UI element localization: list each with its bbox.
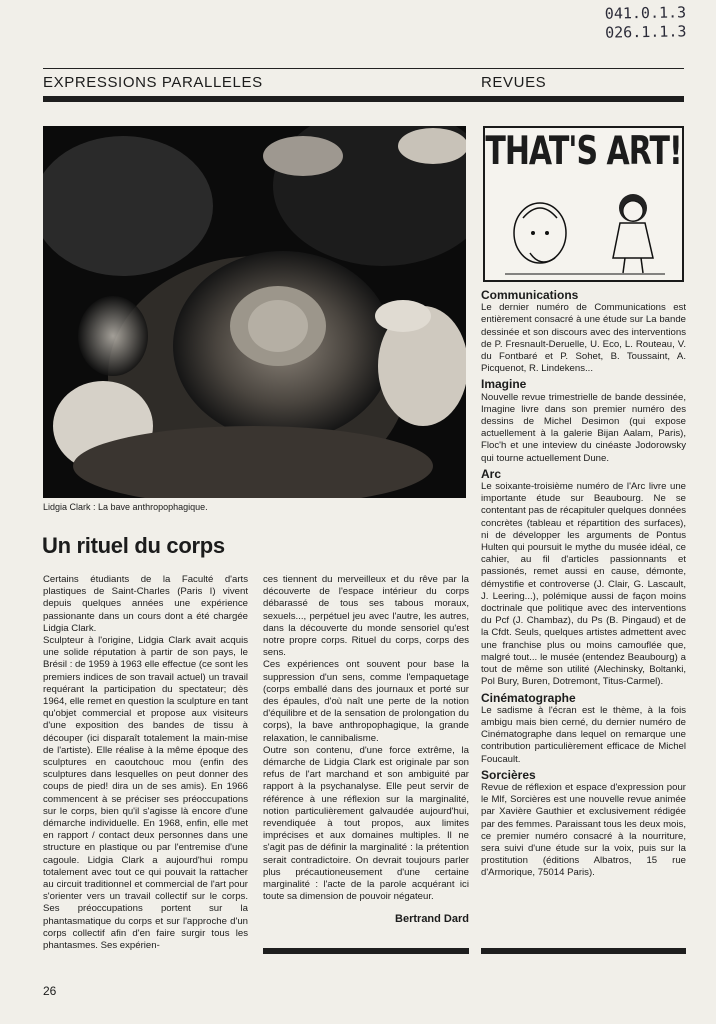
archive-code-2: 026.1.1.3 bbox=[604, 22, 687, 42]
article-title: Un rituel du corps bbox=[42, 533, 225, 558]
cartoon-drawing bbox=[485, 178, 682, 278]
footer-rule-right bbox=[481, 948, 686, 954]
header-top-rule bbox=[43, 68, 684, 69]
article-paragraph: ces tiennent du merveilleux et du rêve par la découverte de l'espace intérieur du corps débarassé de tous ses tabous moraux, sexuels..., perpétuel jeu avec l'autre, les autres, dans la découverte du monde sensoriel qu'est notre propre corps. Rituel du corps, corps des sens. bbox=[263, 574, 469, 659]
footer-rule-mid bbox=[263, 948, 469, 954]
revue-title: Arc bbox=[481, 466, 502, 481]
article-photo bbox=[43, 126, 466, 498]
revue-title: Imagine bbox=[481, 377, 527, 392]
header-bottom-rule bbox=[43, 96, 684, 102]
page-number: 26 bbox=[43, 984, 57, 998]
cartoon-title: THAT'S ART! bbox=[485, 128, 682, 175]
revue-text: Le dernier numéro de Communications est entièrement consacré à une étude sur La bande dessinée et son discours avec des interventions de P. Fresnault-Deruelle, U. Eco, L. Routeau, V. du Fontbaré et P. Sohet, B. Toussaint, A. Picquenot, R. Lindekens... bbox=[481, 302, 686, 375]
revue-text: Nouvelle revue trimestrielle de bande dessinée, Imagine livre dans son premier numéro des dessins de Michel Desimon (qui expose actuellement à la galerie Bijan Aalam, Paris), Floc'h et une inteview du cinéaste Jodorowsky qui tourne actuellement Dune. bbox=[481, 391, 686, 464]
article-paragraph: Sculpteur à l'origine, Lidgia Clark avait acquis une solide réputation à partir de son pays, le Brésil : de 1959 à 1963 elle effectue (ce sont les premiers indices de son travail actuel) un travail requérant la participation du spectateur; dès 1964, elle remet en question la sculpture en tant qu'objet commercial et propose aux visiteurs d'une exposition des bandes de tissu à découper (ici disparaît totalement la main-mise de l'artiste). Elle réalise à la même époque des sculptures en caoutchouc mou (enfin des sculptures dans lesquelles on peut donner des coups de pied! dira un de ses amis). En 1966 commencent à se préciser ses préoccupations sur le corps, bien qu'il s'agisse là encore d'une démarche individuelle. En 1968, enfin, elle met en rapport / contact deux personnes dans une structure en plastique ou par l'entremise d'une cagoule. Lidgia Clark a aujourd'hui rompu totalement avec tout ce qui pouvait la rattacher au circuit traditionnel et commercial de l'art pour s'orienter vers un travail collectif sur le corps. Ses préoccupations portent sur la phantasmatique du corps et sur l'approche d'un corps collectif afin d'en faire surgir tous les phantasmes. Ses expérien- bbox=[43, 635, 248, 952]
archive-code-stamp bbox=[604, 3, 686, 42]
article-paragraph: Certains étudiants de la Faculté d'arts plastiques de Saint-Charles (Paris I) vivent depuis quelques années une expérience passionante dans un cours dont a été chargée Lidgia Clark. bbox=[43, 574, 248, 634]
revue-title: Cinématographe bbox=[481, 690, 576, 705]
revue-text: Le soixante-troisième numéro de l'Arc livre une importante étude sur Beaubourg. Ne se contentant pas de récapituler quelques données concrètes (tableau et répartition des surfaces), ni de développer les arguments de Pontus Hulten qui poursuit le mythe du musée idéal, ce cahier, au fil d'articles passionnants et passionés, remet aussi en cause, démonte, démystifie et controverse (J. Clair, G. Lascault, J. Leering...), polémique aussi de façon moins doctrinale que politique avec des interventions du Pcf (J. Chambaz), du Ps (B. Pingaud) et de la Cfdt. Seuls, quelques artistes admettent avec une franchise plus ou moins camouflée que, malgré tout... le musée (entendez Beaubourg) a tout de même son utilité (Alechinsky, Boltanki, Pol Bury, Buren, Dotremont, Titus-Carmel). bbox=[481, 481, 686, 688]
article-signature: Bertrand Dard bbox=[395, 913, 469, 926]
revue-text: Le sadisme à l'écran est le thème, à la fois ambigu mais bien cerné, du dernier numéro de Cinématographe dans lequel on remarque une contribution particulièrement efficace de Michel Foucault. bbox=[481, 704, 686, 765]
revue-text: Revue de réflexion et espace d'expression pour le Mlf, Sorcières est une nouvelle revue animée par Xavière Gauthier et exclusivement rédigée par des femmes. Paraissant tous les deux mois, ce premier numéro consacré à la nourriture, sera suivi d'une étude sur la voix, puis sur la prostitution (éditions Albatros, 15 rue d'Armorique, 75014 Paris). bbox=[481, 781, 686, 879]
cartoon-panel bbox=[483, 126, 684, 282]
revues-column bbox=[481, 287, 686, 883]
archive-code-1: 041.0.1.3 bbox=[604, 3, 686, 23]
article-paragraph: Outre son contenu, d'une force extrême, la démarche de Lidgia Clark est originale par son refus de l'art marchand et son ambiguité par rapport à la psychanalyse. Elle peut servir de référence à une réflexion sur la marginalité, notion particulièrement galvaudée aujourd'hui, revendiquée à tout propos, aux limites imprécises et aux domaines multiples. Il ne s'agit pas de définir la marginalité : la prétention serait contradictoire. On devrait toujours parler plus précautioneusement d'une certaine marginalité : l'acte de la parole acquérant ici toute sa dimension de pouvoir négateur. bbox=[263, 744, 469, 903]
section-label-left: EXPRESSIONS PARALLELES bbox=[43, 74, 263, 91]
article-column-1 bbox=[43, 574, 248, 952]
article-column-2 bbox=[263, 574, 469, 926]
article-paragraph: Ces expériences ont souvent pour base la suppression d'un sens, comme l'empaquetage (corps emballé dans des journaux et porté sur des épaules, d'où naît une perte de la notion d'équilibre et de la sensation de prolongation du corps), la bave anthropophagique, la grande relaxation, le cannibalisme. bbox=[263, 659, 469, 744]
section-label-right: REVUES bbox=[481, 74, 547, 91]
revue-title: Communications bbox=[481, 288, 579, 302]
photo-caption: Lidgia Clark : La bave anthropophagique. bbox=[43, 502, 208, 512]
revue-title: Sorcières bbox=[481, 767, 536, 782]
